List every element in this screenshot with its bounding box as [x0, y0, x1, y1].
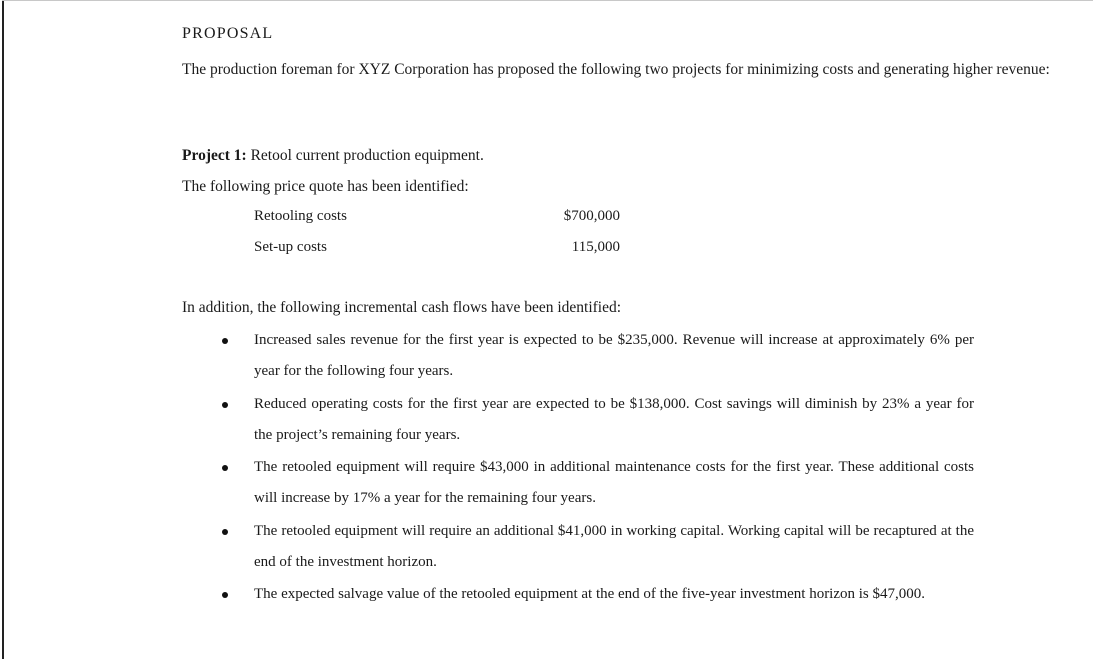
list-item [182, 389, 974, 451]
bullet-icon [222, 338, 228, 344]
bullet-text: Reduced operating costs for the first year are expected to be $138,000. Cost savings will diminish by 23% a year for the project’s remaining four years. [254, 395, 974, 443]
cost-label: Retooling costs [254, 208, 347, 224]
proposal-heading: PROPOSAL [182, 25, 274, 42]
bullet-icon [222, 592, 228, 598]
bullet-text: The retooled equipment will require an additional $41,000 in working capital. Working capital will be recaptured at the end of the investment horizon. [254, 522, 974, 570]
list-item [182, 325, 974, 387]
intro-paragraph: The production foreman for XYZ Corporation has proposed the following two projects for minimizing costs and generating higher revenue: [182, 61, 1050, 78]
bullet-text: The retooled equipment will require $43,000 in additional maintenance costs for the first year. These additional costs will increase by 17% a year for the remaining four years. [254, 459, 974, 506]
list-item [182, 516, 974, 578]
bullet-icon [222, 402, 228, 408]
list-item [182, 579, 974, 610]
bullet-text: The expected salvage value of the retooled equipment at the end of the five-year investment horizon is $47,000. [254, 586, 926, 602]
cost-value: $700,000 [563, 208, 620, 224]
bullet-icon [222, 529, 228, 535]
project-label: Project 1: [182, 147, 247, 164]
page-top-border [2, 0, 1093, 1]
cashflow-intro: In addition, the following incremental cash flows have been identified: [182, 299, 622, 316]
project-title [182, 146, 484, 166]
page-left-border [2, 0, 4, 659]
bullet-icon [222, 465, 228, 471]
cashflow-bullet-list [182, 325, 1062, 612]
bullet-text: Increased sales revenue for the first year is expected to be $235,000. Revenue will increase at approximately 6% per year for the following four years. [254, 332, 974, 379]
cost-label: Set-up costs [254, 239, 327, 255]
list-item [182, 452, 974, 514]
cost-value: 115,000 [571, 239, 620, 255]
price-quote-intro: The following price quote has been identified: [182, 178, 469, 195]
project-description: Retool current production equipment. [246, 147, 484, 164]
